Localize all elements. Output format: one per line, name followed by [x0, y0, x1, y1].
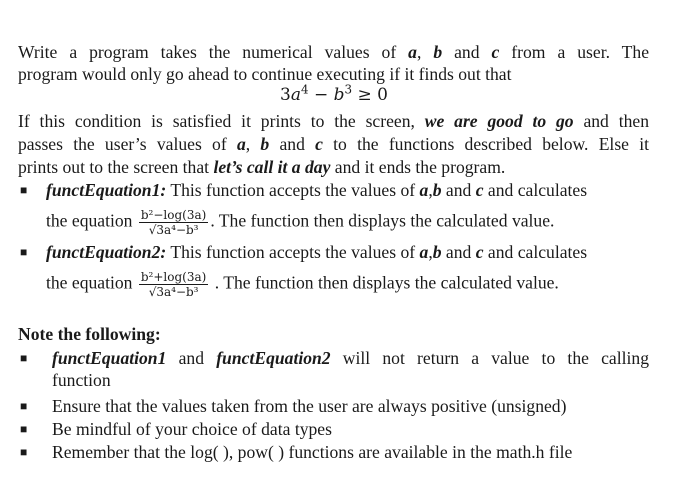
- bullet-icon: ■: [20, 183, 28, 197]
- var-b: b: [433, 42, 443, 62]
- bullet-icon: ■: [20, 445, 28, 459]
- note-1-line-2: function: [52, 370, 111, 390]
- para-line-1: If this condition is satisfied it prints to the screen, we are good to go and then: [18, 111, 649, 131]
- func1-line-2: the equation $\frac{\text{b²−log(3a)}}{\text{√3a⁴−b³}}$ . The function then displays the calculated value.: [46, 208, 555, 237]
- func2-name: functEquation2:: [46, 242, 167, 262]
- note-3: Be mindful of your choice of data types: [52, 419, 332, 439]
- func1-denominator: √3a⁴−b³: [148, 223, 199, 237]
- func1-numerator: b²−log(3a): [140, 208, 207, 222]
- para-line-2: passes the user’s values of a, b and c to the functions described below. Else it: [18, 134, 649, 154]
- good-to-go-text: we are good to go: [424, 111, 574, 131]
- func2-line-1: functEquation2: This function accepts the values of a,b and c and calculates: [46, 242, 588, 262]
- intro-line-1: Write a program takes the numerical values of a, b and c from a user. The: [18, 42, 649, 62]
- func1-line-1: functEquation1: This function accepts the values of a,b and c and calculates: [46, 180, 588, 200]
- notes-heading: Note the following:: [18, 324, 161, 344]
- func1-fraction: [139, 208, 208, 237]
- bullet-icon: ■: [20, 245, 28, 259]
- func1-name: functEquation1:: [46, 180, 167, 200]
- bullet-icon: ■: [20, 399, 28, 413]
- intro-line-2: program would only go ahead to continue executing if it finds out that: [18, 64, 512, 84]
- bullet-icon: ■: [20, 422, 28, 436]
- condition-equation: $3a^4 - b^3 \ge 0$: [280, 82, 388, 105]
- func2-fraction: [139, 270, 208, 299]
- func2-denominator: √3a⁴−b³: [148, 285, 199, 299]
- note-4: Remember that the log( ), pow( ) functions are available in the math.h file: [52, 442, 573, 462]
- note-1-line-1: functEquation1 and functEquation2 will not return a value to the calling: [52, 348, 649, 368]
- func2-line-2: the equation $\frac{\text{b²+log(3a)}}{\text{√3a⁴−b³}}$ . The function then displays the calculated value.: [46, 270, 559, 299]
- bullet-icon: ■: [20, 351, 28, 365]
- func2-numerator: b²+log(3a): [140, 270, 207, 284]
- call-it-a-day-text: let’s call it a day: [213, 157, 331, 177]
- para-line-3: prints out to the screen that let’s call it a day and it ends the program.: [18, 157, 506, 177]
- note-2: Ensure that the values taken from the user are always positive (unsigned): [52, 396, 567, 416]
- var-a: a: [408, 42, 417, 62]
- var-c: c: [491, 42, 500, 62]
